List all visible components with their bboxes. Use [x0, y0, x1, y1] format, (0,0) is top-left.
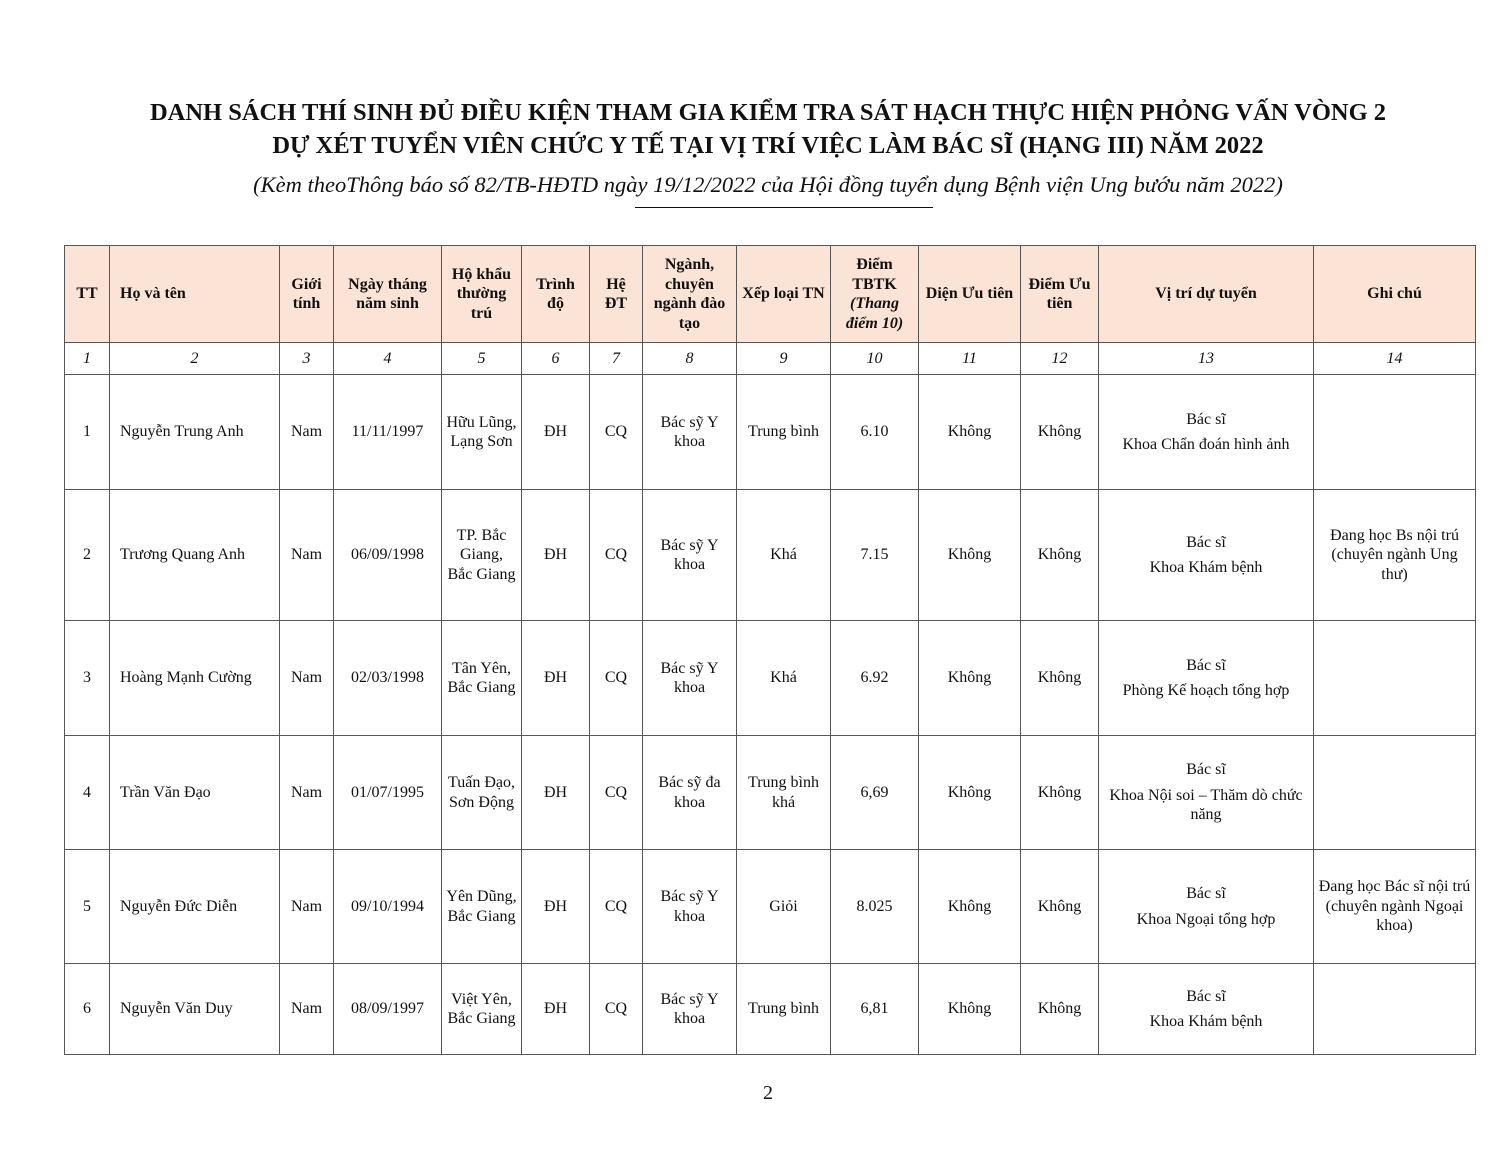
row-system: CQ — [590, 375, 643, 490]
row-major: Bác sỹ Y khoa — [643, 621, 737, 736]
row-name: Nguyễn Trung Anh — [110, 375, 280, 490]
row-residence: Yên Dũng, Bắc Giang — [442, 850, 522, 964]
row-gender: Nam — [280, 375, 334, 490]
header-major: Ngành, chuyên ngành đào tạo — [643, 246, 737, 343]
row-rank: Trung bình — [737, 375, 831, 490]
header-residence: Hộ khẩu thường trú — [442, 246, 522, 343]
header-system: Hệ ĐT — [590, 246, 643, 343]
row-residence: Tân Yên, Bắc Giang — [442, 621, 522, 736]
header-score-main: Điểm TBTK — [852, 256, 897, 293]
row-system: CQ — [590, 850, 643, 964]
row-tt: 1 — [65, 375, 110, 490]
header-level: Trình độ — [522, 246, 590, 343]
row-position — [1099, 850, 1314, 964]
column-number: 1 — [65, 343, 110, 375]
row-dob: 06/09/1998 — [334, 490, 442, 621]
row-system: CQ — [590, 490, 643, 621]
row-rank: Khá — [737, 490, 831, 621]
row-system: CQ — [590, 736, 643, 850]
row-gender: Nam — [280, 736, 334, 850]
column-number: 2 — [110, 343, 280, 375]
row-gender: Nam — [280, 621, 334, 736]
row-score: 6,81 — [831, 964, 919, 1055]
position-department: Khoa Khám bệnh — [1149, 559, 1263, 576]
header-score — [831, 246, 919, 343]
table-row — [65, 850, 1476, 964]
row-tt: 4 — [65, 736, 110, 850]
position-department: Phòng Kế hoạch tổng hợp — [1122, 682, 1290, 699]
row-name: Trần Văn Đạo — [110, 736, 280, 850]
row-system: CQ — [590, 621, 643, 736]
column-number: 14 — [1314, 343, 1476, 375]
column-number: 12 — [1021, 343, 1099, 375]
header-tt: TT — [65, 246, 110, 343]
position-department: Khoa Ngoại tổng hợp — [1136, 910, 1276, 928]
row-note: Đang học Bác sĩ nội trú (chuyên ngành Ngoại khoa) — [1314, 850, 1476, 964]
table-row — [65, 621, 1476, 736]
row-priority-type: Không — [919, 621, 1021, 736]
header-priority-score: Điểm Ưu tiên — [1021, 246, 1099, 343]
row-priority-type: Không — [919, 490, 1021, 621]
header-priority-type: Diện Ưu tiên — [919, 246, 1021, 343]
row-tt: 5 — [65, 850, 110, 964]
column-number-row — [65, 343, 1476, 375]
row-dob: 11/11/1997 — [334, 375, 442, 490]
row-priority-score: Không — [1021, 375, 1099, 490]
header-score-sub: (Thang điểm 10) — [845, 295, 904, 332]
row-major: Bác sỹ Y khoa — [643, 964, 737, 1055]
header-position: Vị trí dự tuyển — [1099, 246, 1314, 343]
row-note — [1314, 964, 1476, 1055]
row-tt: 6 — [65, 964, 110, 1055]
title-line-1: DANH SÁCH THÍ SINH ĐỦ ĐIỀU KIỆN THAM GIA KIỂM TRA SÁT HẠCH THỰC HIỆN PHỎNG VẤN VÒNG 2 — [149, 99, 1387, 126]
row-major: Bác sỹ Y khoa — [643, 490, 737, 621]
page-number: 2 — [763, 1082, 773, 1104]
row-priority-type: Không — [919, 736, 1021, 850]
column-number: 6 — [522, 343, 590, 375]
row-major: Bác sỹ Y khoa — [643, 375, 737, 490]
row-priority-score: Không — [1021, 736, 1099, 850]
row-residence: Việt Yên, Bắc Giang — [442, 964, 522, 1055]
row-rank: Khá — [737, 621, 831, 736]
row-score: 6.10 — [831, 375, 919, 490]
row-priority-score: Không — [1021, 964, 1099, 1055]
row-score: 6.92 — [831, 621, 919, 736]
row-priority-type: Không — [919, 375, 1021, 490]
row-score: 8.025 — [831, 850, 919, 964]
row-name: Nguyễn Đức Diễn — [110, 850, 280, 964]
table-row — [65, 736, 1476, 850]
row-note — [1314, 621, 1476, 736]
document-subtitle: (Kèm theoThông báo số 82/TB-HĐTD ngày 19/12/2022 của Hội đồng tuyển dụng Bệnh viện Ung bướu năm 2022) — [253, 172, 1283, 197]
position-department: Khoa Khám bệnh — [1149, 1013, 1263, 1030]
row-level: ĐH — [522, 490, 590, 621]
row-residence: Tuấn Đạo, Sơn Động — [442, 736, 522, 850]
row-residence: Hữu Lũng, Lạng Sơn — [442, 375, 522, 490]
position-title: Bác sĩ — [1186, 885, 1226, 902]
row-name: Hoàng Mạnh Cường — [110, 621, 280, 736]
row-name: Nguyễn Văn Duy — [110, 964, 280, 1055]
title-divider — [635, 207, 933, 208]
column-number: 4 — [334, 343, 442, 375]
column-number: 9 — [737, 343, 831, 375]
row-priority-type: Không — [919, 850, 1021, 964]
row-priority-type: Không — [919, 964, 1021, 1055]
column-number: 3 — [280, 343, 334, 375]
row-position — [1099, 964, 1314, 1055]
row-score: 7.15 — [831, 490, 919, 621]
column-number: 7 — [590, 343, 643, 375]
row-rank: Giỏi — [737, 850, 831, 964]
row-name: Trương Quang Anh — [110, 490, 280, 621]
row-priority-score: Không — [1021, 850, 1099, 964]
row-position — [1099, 736, 1314, 850]
position-title: Bác sĩ — [1186, 656, 1226, 674]
row-tt: 3 — [65, 621, 110, 736]
row-note — [1314, 375, 1476, 490]
row-gender: Nam — [280, 964, 334, 1055]
row-level: ĐH — [522, 736, 590, 850]
header-row — [65, 246, 1476, 343]
header-name: Họ và tên — [110, 246, 280, 343]
column-number: 13 — [1099, 343, 1314, 375]
table-row — [65, 490, 1476, 621]
row-dob: 02/03/1998 — [334, 621, 442, 736]
column-number: 10 — [831, 343, 919, 375]
header-note: Ghi chú — [1314, 246, 1476, 343]
candidate-table — [64, 245, 1476, 1055]
row-rank: Trung bình khá — [737, 736, 831, 850]
document-title — [0, 96, 1500, 162]
row-tt: 2 — [65, 490, 110, 621]
position-department: Khoa Chẩn đoán hình ảnh — [1122, 436, 1290, 453]
row-note: Đang học Bs nội trú (chuyên ngành Ung thư) — [1314, 490, 1476, 621]
row-dob: 01/07/1995 — [334, 736, 442, 850]
row-priority-score: Không — [1021, 490, 1099, 621]
column-number: 8 — [643, 343, 737, 375]
column-number: 11 — [919, 343, 1021, 375]
row-note — [1314, 736, 1476, 850]
header-dob: Ngày tháng năm sinh — [334, 246, 442, 343]
column-number: 5 — [442, 343, 522, 375]
row-level: ĐH — [522, 964, 590, 1055]
title-line-2: DỰ XÉT TUYỂN VIÊN CHỨC Y TẾ TẠI VỊ TRÍ VIỆC LÀM BÁC SĨ (HẠNG III) NĂM 2022 — [272, 132, 1264, 159]
row-major: Bác sỹ đa khoa — [643, 736, 737, 850]
row-gender: Nam — [280, 850, 334, 964]
position-title: Bác sĩ — [1186, 987, 1226, 1005]
position-title: Bác sĩ — [1186, 410, 1226, 428]
row-position — [1099, 490, 1314, 621]
row-rank: Trung bình — [737, 964, 831, 1055]
header-gender: Giới tính — [280, 246, 334, 343]
row-system: CQ — [590, 964, 643, 1055]
row-level: ĐH — [522, 375, 590, 490]
row-gender: Nam — [280, 490, 334, 621]
position-title: Bác sĩ — [1186, 533, 1226, 551]
row-priority-score: Không — [1021, 621, 1099, 736]
table-row — [65, 964, 1476, 1055]
row-score: 6,69 — [831, 736, 919, 850]
row-level: ĐH — [522, 621, 590, 736]
position-title: Bác sĩ — [1186, 761, 1226, 779]
row-residence: TP. Bắc Giang, Bắc Giang — [442, 490, 522, 621]
row-major: Bác sỹ Y khoa — [643, 850, 737, 964]
row-dob: 08/09/1997 — [334, 964, 442, 1055]
position-department: Khoa Nội soi – Thăm dò chức năng — [1109, 786, 1303, 824]
table-row — [65, 375, 1476, 490]
row-position — [1099, 375, 1314, 490]
header-rank: Xếp loại TN — [737, 246, 831, 343]
row-level: ĐH — [522, 850, 590, 964]
row-position — [1099, 621, 1314, 736]
row-dob: 09/10/1994 — [334, 850, 442, 964]
